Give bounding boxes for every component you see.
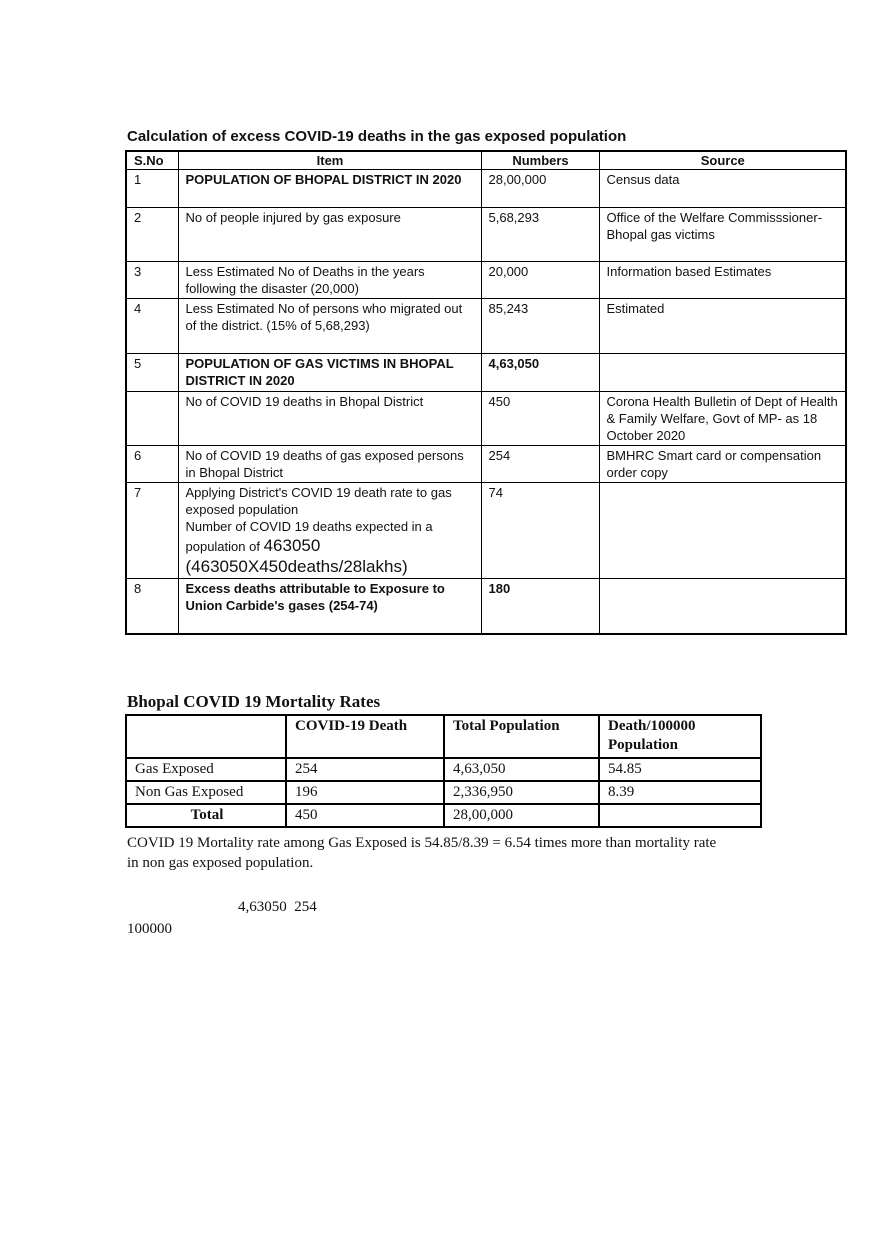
table2-header-row: [126, 715, 761, 758]
cell-source: Information based Estimates: [599, 262, 846, 299]
cell-item: Less Estimated No of Deaths in the years following the disaster (20,000): [178, 262, 481, 299]
cell-source: Estimated: [599, 299, 846, 354]
cell-label: Total: [126, 804, 286, 827]
table2-header-total-population: Total Population: [444, 715, 599, 758]
cell-source: [599, 579, 846, 634]
table1-row-covid-deaths: [126, 392, 846, 446]
table2-header-covid-death: COVID-19 Death: [286, 715, 444, 758]
cell-numbers: 4,63,050: [481, 354, 599, 392]
table1-header-source: Source: [599, 151, 846, 170]
cell-sno: [126, 392, 178, 446]
excess-deaths-table: [125, 150, 847, 635]
cell-item: No of COVID 19 deaths of gas exposed persons in Bhopal District: [178, 446, 481, 483]
cell-label: Gas Exposed: [126, 758, 286, 781]
cell-sno: 5: [126, 354, 178, 392]
cell-death-rate: 8.39: [599, 781, 761, 804]
table1-header-row: [126, 151, 846, 170]
cell-source: Corona Health Bulletin of Dept of Health & Family Welfare, Govt of MP- as 18 October 2020: [599, 392, 846, 446]
cell-death-rate: [599, 804, 761, 827]
item-line-normal: Applying District's COVID 19 death rate to gas exposed population: [185, 485, 452, 517]
table1-row-1: [126, 170, 846, 208]
cell-item: No of COVID 19 deaths in Bhopal District: [178, 392, 481, 446]
table1-row-3: [126, 262, 846, 299]
cell-total-population: 2,336,950: [444, 781, 599, 804]
cell-numbers: 28,00,000: [481, 170, 599, 208]
cell-numbers: 180: [481, 579, 599, 634]
item-text-large: 463050: [263, 536, 321, 555]
cell-sno: 2: [126, 208, 178, 262]
mortality-rates-table: [125, 714, 762, 828]
item-text-normal: Number of COVID 19 deaths expected in a population of: [185, 519, 433, 554]
table1-row-5: [126, 354, 846, 392]
cell-total-population: 4,63,050: [444, 758, 599, 781]
cell-covid-death: 254: [286, 758, 444, 781]
table2-header-blank: [126, 715, 286, 758]
table2-row-total: [126, 804, 761, 827]
mortality-comparison-note: COVID 19 Mortality rate among Gas Exposed is 54.85/8.39 = 6.54 times more than mortality rate in non gas exposed population.: [127, 834, 717, 871]
cell-numbers: 5,68,293: [481, 208, 599, 262]
fraction-numerator: 4,63050 254: [238, 898, 317, 915]
table1-row-2: [126, 208, 846, 262]
cell-sno: 1: [126, 170, 178, 208]
cell-item: [178, 483, 481, 579]
page-content: [125, 128, 847, 938]
cell-sno: 6: [126, 446, 178, 483]
table1-header-sno: S.No: [126, 151, 178, 170]
table1-row-7: [126, 483, 846, 579]
table1-header-item: Item: [178, 151, 481, 170]
cell-source: Office of the Welfare Commisssioner-Bhopal gas victims: [599, 208, 846, 262]
cell-sno: 8: [126, 579, 178, 634]
cell-death-rate: 54.85: [599, 758, 761, 781]
cell-numbers: 20,000: [481, 262, 599, 299]
cell-covid-death: 196: [286, 781, 444, 804]
mortality-rates-title: Bhopal COVID 19 Mortality Rates: [127, 691, 381, 711]
cell-source: [599, 354, 846, 392]
cell-covid-death: 450: [286, 804, 444, 827]
cell-label: Non Gas Exposed: [126, 781, 286, 804]
cell-source: Census data: [599, 170, 846, 208]
cell-item: POPULATION OF GAS VICTIMS IN BHOPAL DISTRICT IN 2020: [178, 354, 481, 392]
cell-numbers: 450: [481, 392, 599, 446]
table2-row-gas-exposed: [126, 758, 761, 781]
table2-header-death-rate: Death/100000 Population: [599, 715, 761, 758]
cell-sno: 3: [126, 262, 178, 299]
cell-numbers: 74: [481, 483, 599, 579]
cell-numbers: 254: [481, 446, 599, 483]
cell-item: Less Estimated No of persons who migrated out of the district. (15% of 5,68,293): [178, 299, 481, 354]
cell-item: No of people injured by gas exposure: [178, 208, 481, 262]
cell-numbers: 85,243: [481, 299, 599, 354]
item-line-large: (463050X450deaths/28lakhs): [185, 557, 408, 576]
table1-header-numbers: Numbers: [481, 151, 599, 170]
cell-item: Excess deaths attributable to Exposure to Union Carbide's gases (254-74): [178, 579, 481, 634]
item-line-mixed: [186, 518, 475, 556]
table1-row-6: [126, 446, 846, 483]
cell-sno: 4: [126, 299, 178, 354]
cell-source: [599, 483, 846, 579]
cell-sno: 7: [126, 483, 178, 579]
table2-row-non-gas-exposed: [126, 781, 761, 804]
cell-item: POPULATION OF BHOPAL DISTRICT IN 2020: [178, 170, 481, 208]
excess-deaths-table-title: Calculation of excess COVID-19 deaths in the gas exposed population: [127, 128, 627, 145]
cell-total-population: 28,00,000: [444, 804, 599, 827]
cell-source: BMHRC Smart card or compensation order copy: [599, 446, 846, 483]
table1-row-8: [126, 579, 846, 634]
fraction-denominator: 100000: [127, 920, 172, 937]
table1-row-4: [126, 299, 846, 354]
